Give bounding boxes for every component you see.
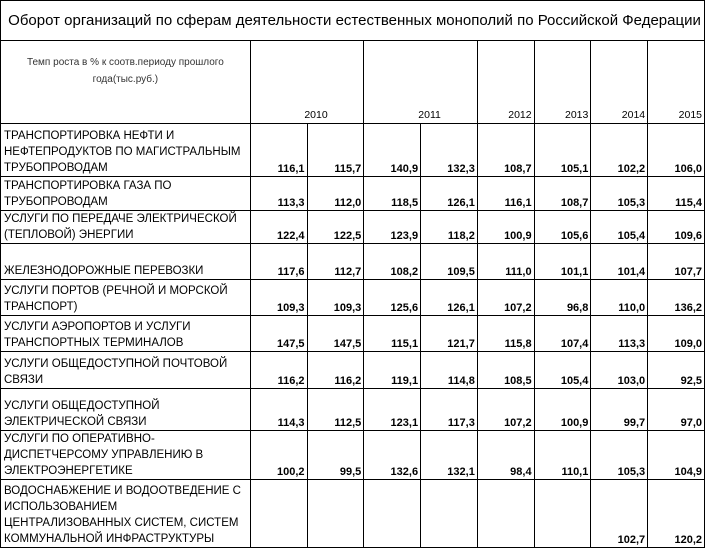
value-cell: 121,7 [421, 316, 478, 352]
value-cell: 109,6 [648, 211, 705, 244]
value-cell: 105,3 [591, 431, 648, 480]
row-name: ТРАНСПОРТИРОВКА ГАЗА ПО ТРУБОПРОВОДАМ [1, 177, 251, 211]
value-cell: 114,8 [421, 352, 478, 389]
table-row [1, 389, 705, 431]
value-cell: 106,0 [648, 124, 705, 177]
year-2012: 2012 [477, 41, 534, 124]
value-cell: 116,2 [250, 352, 307, 389]
value-cell: 109,3 [307, 280, 364, 316]
value-cell: 126,1 [421, 280, 478, 316]
value-cell: 105,1 [534, 124, 591, 177]
table-row [1, 177, 705, 211]
value-cell: 112,0 [307, 177, 364, 211]
year-2010: 2010 [250, 41, 364, 124]
table-row [1, 244, 705, 280]
value-cell: 108,7 [534, 177, 591, 211]
value-cell: 123,1 [364, 389, 421, 431]
value-cell: 110,1 [534, 431, 591, 480]
value-cell: 102,7 [591, 480, 648, 548]
row-name: УСЛУГИ ОБЩЕДОСТУПНОЙ ПОЧТОВОЙ СВЯЗИ [1, 352, 251, 389]
table-row [1, 480, 705, 548]
value-cell: 136,2 [648, 280, 705, 316]
value-cell: 102,2 [591, 124, 648, 177]
table-row [1, 431, 705, 480]
value-cell: 103,0 [591, 352, 648, 389]
value-cell: 116,2 [307, 352, 364, 389]
value-cell: 105,3 [591, 177, 648, 211]
value-cell: 112,5 [307, 389, 364, 431]
value-cell: 100,9 [534, 389, 591, 431]
table-row [1, 352, 705, 389]
row-name: УСЛУГИ ОБЩЕДОСТУПНОЙ ЭЛЕКТРИЧЕСКОЙ СВЯЗИ [1, 389, 251, 431]
value-cell: 97,0 [648, 389, 705, 431]
value-cell: 107,4 [534, 316, 591, 352]
row-name: УСЛУГИ ПОРТОВ (РЕЧНОЙ И МОРСКОЙ ТРАНСПОРТ) [1, 280, 251, 316]
value-cell: 92,5 [648, 352, 705, 389]
value-cell: 107,7 [648, 244, 705, 280]
value-cell: 109,0 [648, 316, 705, 352]
value-cell: 120,2 [648, 480, 705, 548]
value-cell: 104,9 [648, 431, 705, 480]
value-cell: 108,7 [477, 124, 534, 177]
value-cell: 99,5 [307, 431, 364, 480]
row-name: УСЛУГИ ПО ОПЕРАТИВНО-ДИСПЕТЧЕРСОМУ УПРАВЛЕНИЮ В ЭЛЕКТРОЭНЕРГЕТИКЕ [1, 431, 251, 480]
value-cell: 147,5 [250, 316, 307, 352]
table-row [1, 211, 705, 244]
value-cell: 105,6 [534, 211, 591, 244]
year-2011: 2011 [364, 41, 478, 124]
value-cell: 132,1 [421, 431, 478, 480]
value-cell: 96,8 [534, 280, 591, 316]
value-cell: 100,2 [250, 431, 307, 480]
value-cell: 115,4 [648, 177, 705, 211]
value-cell [421, 480, 478, 548]
value-cell: 113,3 [591, 316, 648, 352]
header-row [1, 41, 705, 124]
value-cell: 126,1 [421, 177, 478, 211]
value-cell: 115,7 [307, 124, 364, 177]
table-row [1, 124, 705, 177]
value-cell: 118,5 [364, 177, 421, 211]
value-cell [364, 480, 421, 548]
value-cell: 115,1 [364, 316, 421, 352]
value-cell: 122,5 [307, 211, 364, 244]
table-row [1, 280, 705, 316]
value-cell: 107,2 [477, 389, 534, 431]
value-cell: 108,2 [364, 244, 421, 280]
value-cell: 101,1 [534, 244, 591, 280]
row-name: ВОДОСНАБЖЕНИЕ И ВОДООТВЕДЕНИЕ С ИСПОЛЬЗОВАНИЕМ ЦЕНТРАЛИЗОВАННЫХ СИСТЕМ, СИСТЕМ КОММУНАЛЬНОЙ ИНФРАСТРУКТУРЫ [1, 480, 251, 548]
row-name: УСЛУГИ ПО ПЕРЕДАЧЕ ЭЛЕКТРИЧЕСКОЙ (ТЕПЛОВОЙ) ЭНЕРГИИ [1, 211, 251, 244]
value-cell: 98,4 [477, 431, 534, 480]
row-name: ЖЕЛЕЗНОДОРОЖНЫЕ ПЕРЕВОЗКИ [1, 244, 251, 280]
value-cell: 118,2 [421, 211, 478, 244]
year-2013: 2013 [534, 41, 591, 124]
row-name: УСЛУГИ АЭРОПОРТОВ И УСЛУГИ ТРАНСПОРТНЫХ ТЕРМИНАЛОВ [1, 316, 251, 352]
value-cell: 117,6 [250, 244, 307, 280]
value-cell: 108,5 [477, 352, 534, 389]
value-cell: 99,7 [591, 389, 648, 431]
table-row [1, 316, 705, 352]
value-cell: 105,4 [534, 352, 591, 389]
value-cell: 132,3 [421, 124, 478, 177]
value-cell: 132,6 [364, 431, 421, 480]
value-cell: 125,6 [364, 280, 421, 316]
row-name: ТРАНСПОРТИРОВКА НЕФТИ И НЕФТЕПРОДУКТОВ ПО МАГИСТРАЛЬНЫМ ТРУБОПРОВОДАМ [1, 124, 251, 177]
value-cell [534, 480, 591, 548]
value-cell: 113,3 [250, 177, 307, 211]
header-label: Темп роста в % к соотв.периоду прошлого года(тыс.руб.) [1, 41, 251, 124]
value-cell: 115,8 [477, 316, 534, 352]
value-cell: 111,0 [477, 244, 534, 280]
value-cell: 112,7 [307, 244, 364, 280]
value-cell: 109,3 [250, 280, 307, 316]
value-cell: 122,4 [250, 211, 307, 244]
value-cell: 101,4 [591, 244, 648, 280]
value-cell: 107,2 [477, 280, 534, 316]
value-cell: 114,3 [250, 389, 307, 431]
value-cell [477, 480, 534, 548]
value-cell: 105,4 [591, 211, 648, 244]
value-cell: 119,1 [364, 352, 421, 389]
table-title: Оборот организаций по сферам деятельности естественных монополий по Российской Федерации [1, 1, 705, 41]
year-2014: 2014 [591, 41, 648, 124]
value-cell: 140,9 [364, 124, 421, 177]
value-cell: 116,1 [250, 124, 307, 177]
value-cell: 109,5 [421, 244, 478, 280]
value-cell: 116,1 [477, 177, 534, 211]
value-cell: 147,5 [307, 316, 364, 352]
value-cell: 123,9 [364, 211, 421, 244]
value-cell: 100,9 [477, 211, 534, 244]
value-cell: 110,0 [591, 280, 648, 316]
value-cell [250, 480, 307, 548]
year-2015: 2015 [648, 41, 705, 124]
value-cell [307, 480, 364, 548]
value-cell: 117,3 [421, 389, 478, 431]
title-row [1, 1, 705, 41]
